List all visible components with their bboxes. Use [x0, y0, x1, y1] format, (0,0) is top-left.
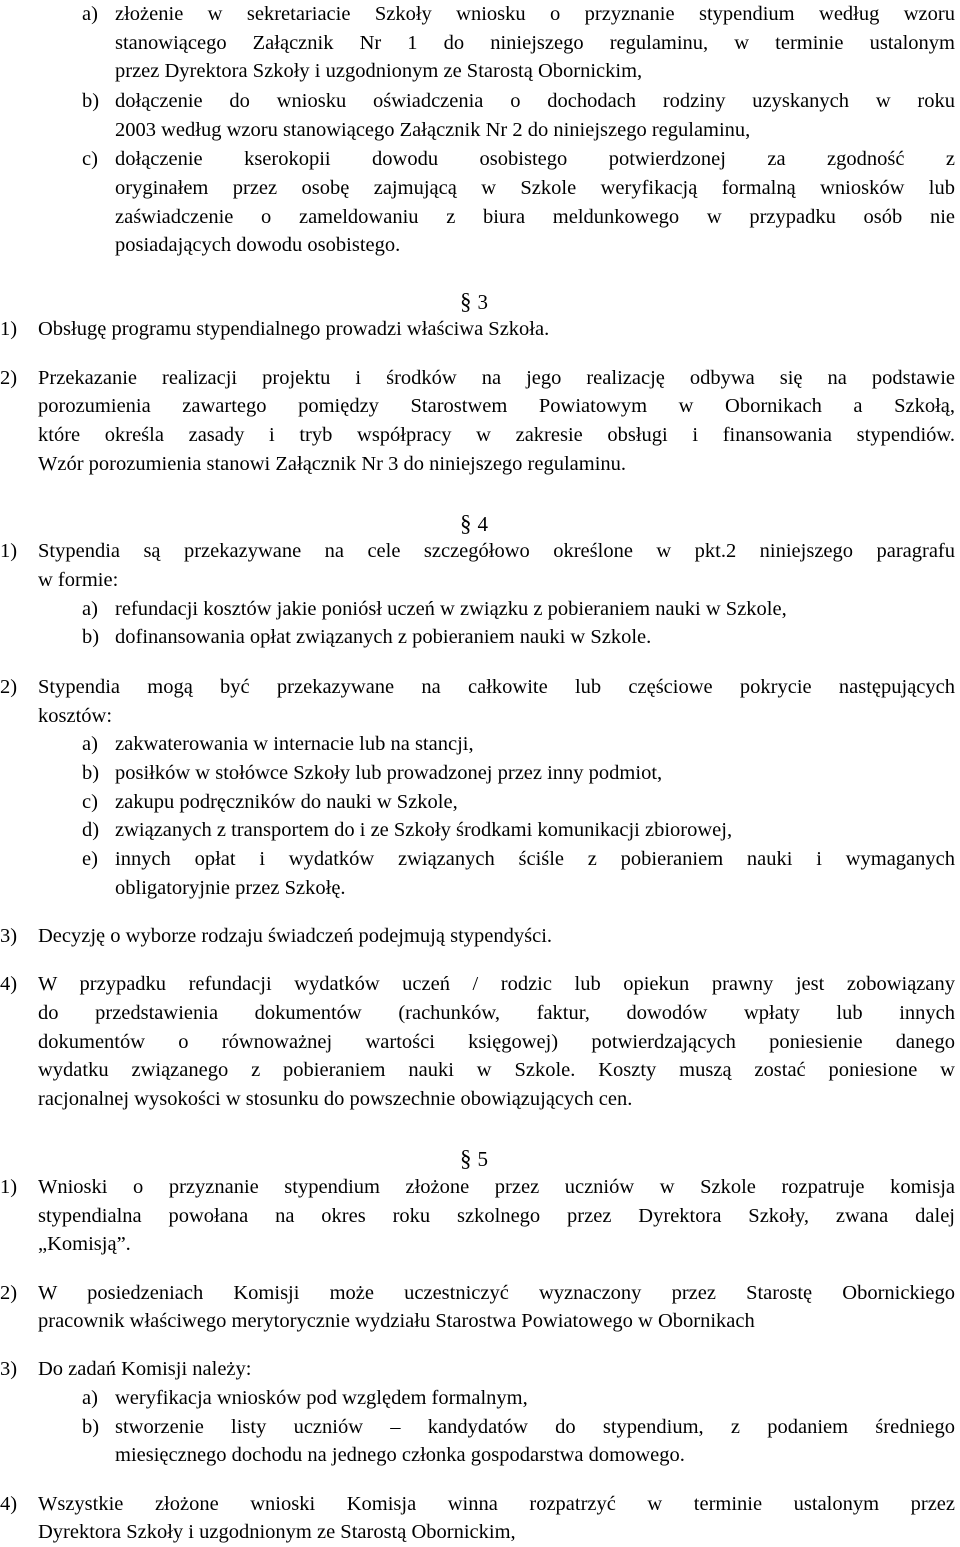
list-label-1: 1) [0, 1176, 18, 1198]
text-line: dofinansowania opłat związanych z pobieraniem nauki w Szkole. [115, 626, 652, 648]
list-label-3: 3) [0, 925, 18, 947]
text-line: Do zadań Komisji należy: [38, 1358, 252, 1380]
list-label-4: 4) [0, 1493, 18, 1515]
text-line: Wszystkie złożone wnioski Komisja winna rozpatrzyć w terminie ustalonym przez [38, 1493, 955, 1515]
list-label-b: b) [82, 626, 100, 648]
text-line: posiłków w stołówce Szkoły lub prowadzonej przez inny podmiot, [115, 762, 663, 784]
list-label-2: 2) [0, 1282, 18, 1304]
text-line: w formie: [38, 569, 119, 591]
text-line: zakwaterowania w internacie lub na stancji, [115, 733, 474, 755]
text-line: racjonalnej wysokości w stosunku do powszechnie obowiązujących cen. [38, 1088, 633, 1110]
section-symbol: § [460, 511, 472, 536]
text-line: związanych z transportem do i ze Szkoły środkami komunikacji zbiorowej, [115, 819, 733, 841]
section-number: 3 [477, 290, 488, 314]
list-label-2: 2) [0, 676, 18, 698]
text-line: refundacji kosztów jakie poniósł uczeń w związku z pobieraniem nauki w Szkole, [115, 598, 787, 620]
text-line: które określa zasady i tryb współpracy w zakresie obsługi i finansowania stypendiów. [38, 424, 955, 446]
text-line: dokumentów o równoważnej wartości księgowej) potwierdzających poniesienie danego [38, 1031, 955, 1053]
text-line: zakupu podręczników do nauki w Szkole, [115, 791, 458, 813]
list-label-3: 3) [0, 1358, 18, 1380]
text-line: zaświadczenie o zameldowaniu z biura meldunkowego w przypadku osób nie [115, 206, 955, 228]
text-line: innych opłat i wydatków związanych ściśle z pobieraniem nauki i wymaganych [115, 848, 955, 870]
list-label-c: c) [82, 148, 98, 170]
text-line: weryfikacja wniosków pod względem formalnym, [115, 1387, 528, 1409]
text-line: Przekazanie realizacji projektu i środków na jego realizację odbywa się na podstawie [38, 367, 955, 389]
section-heading-3 [460, 287, 488, 317]
text-line: 2003 według wzoru stanowiącego Załącznik Nr 2 do niniejszego regulaminu, [115, 119, 751, 141]
text-line: wydatku związanego z pobieraniem nauki w Szkole. Koszty muszą zostać poniesione w [38, 1059, 955, 1081]
list-label-d: d) [82, 819, 100, 841]
text-line: Obsługę programu stypendialnego prowadzi właściwa Szkoła. [38, 318, 550, 340]
section-symbol: § [460, 1146, 472, 1171]
list-label-a: a) [82, 733, 98, 755]
list-label-e: e) [82, 848, 98, 870]
list-label-2: 2) [0, 367, 18, 389]
list-label-b: b) [82, 762, 100, 784]
section-number: 4 [477, 512, 488, 536]
text-line: „Komisją”. [38, 1233, 131, 1255]
text-line: stanowiącego Załącznik Nr 1 do niniejszego regulaminu, w terminie ustalonym [115, 32, 955, 54]
text-line: posiadających dowodu osobistego. [115, 234, 401, 256]
section-number: 5 [477, 1147, 488, 1171]
text-line: Stypendia mogą być przekazywane na całkowite lub częściowe pokrycie następujących [38, 676, 955, 698]
text-line: kosztów: [38, 705, 113, 727]
text-line: stworzenie listy uczniów – kandydatów do stypendium, z podaniem średniego [115, 1416, 955, 1438]
text-line: obligatoryjnie przez Szkołę. [115, 877, 346, 899]
section-heading-4 [460, 509, 488, 539]
list-label-a: a) [82, 3, 98, 25]
text-line: oryginałem przez osobę zajmującą w Szkole weryfikacją formalną wniosków lub [115, 177, 955, 199]
list-label-a: a) [82, 1387, 98, 1409]
text-line: przez Dyrektora Szkoły i uzgodnionym ze Starostą Obornickim, [115, 60, 643, 82]
list-label-4: 4) [0, 973, 18, 995]
section-heading-5 [460, 1144, 488, 1174]
list-label-b: b) [82, 90, 100, 112]
text-line: porozumienia zawartego pomiędzy Starostwem Powiatowym w Obornikach a Szkołą, [38, 395, 955, 417]
list-label-1: 1) [0, 540, 18, 562]
text-line: Wnioski o przyznanie stypendium złożone przez uczniów w Szkole rozpatruje komisja [38, 1176, 955, 1198]
text-line: Dyrektora Szkoły i uzgodnionym ze Starostą Obornickim, [38, 1521, 516, 1543]
list-label-c: c) [82, 791, 98, 813]
list-label-b: b) [82, 1416, 100, 1438]
text-line: stypendialna powołana na okres roku szkolnego przez Dyrektora Szkoły, zwana dalej [38, 1205, 955, 1227]
list-label-a: a) [82, 598, 98, 620]
text-line: W posiedzeniach Komisji może uczestniczyć wyznaczony przez Starostę Obornickiego [38, 1282, 955, 1304]
text-line: Stypendia są przekazywane na cele szczegółowo określone w pkt.2 niniejszego paragrafu [38, 540, 955, 562]
text-line: pracownik właściwego merytorycznie wydziału Starostwa Powiatowego w Obornikach [38, 1310, 755, 1332]
text-line: do przedstawienia dokumentów (rachunków, faktur, dowodów wpłaty lub innych [38, 1002, 955, 1024]
text-line: Decyzję o wyborze rodzaju świadczeń podejmują stypendyści. [38, 925, 553, 947]
text-line: W przypadku refundacji wydatków uczeń / rodzic lub opiekun prawny jest zobowiązany [38, 973, 955, 995]
text-line: Wzór porozumienia stanowi Załącznik Nr 3 do niniejszego regulaminu. [38, 453, 627, 475]
section-symbol: § [460, 289, 472, 314]
list-label-1: 1) [0, 318, 18, 340]
text-line: dołączenie do wniosku oświadczenia o dochodach rodziny uzyskanych w roku [115, 90, 955, 112]
text-line: miesięcznego dochodu na jednego członka gospodarstwa domowego. [115, 1444, 685, 1466]
text-line: złożenie w sekretariacie Szkoły wniosku o przyznanie stypendium według wzoru [115, 3, 955, 25]
text-line: dołączenie kserokopii dowodu osobistego potwierdzonej za zgodność z [115, 148, 955, 170]
